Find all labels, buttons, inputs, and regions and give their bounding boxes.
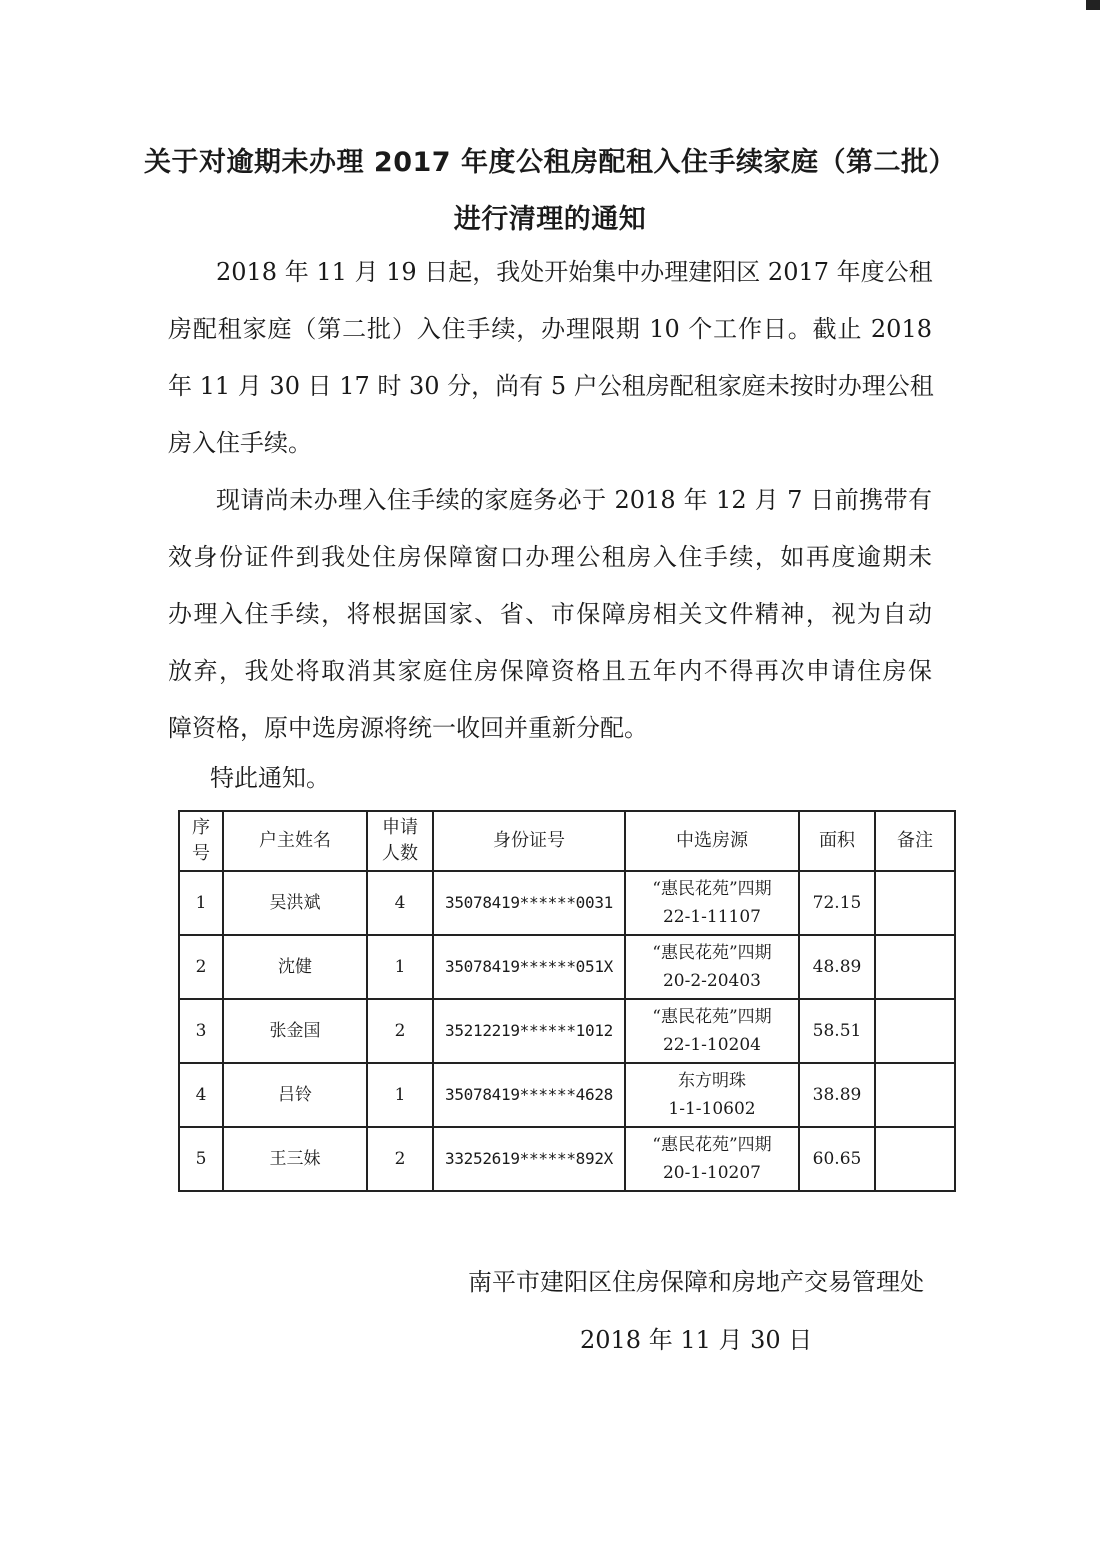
cell-note	[875, 935, 955, 999]
paragraph1-line: 2018 年 11 月 19 日起，我处开始集中办理建阳区 2017 年度公租	[216, 258, 933, 286]
table-row	[179, 999, 955, 1063]
paragraph-start-date	[168, 244, 932, 472]
cell-count: 2	[367, 1127, 433, 1191]
table-row	[179, 1127, 955, 1191]
cell-name: 吕铃	[223, 1063, 367, 1127]
cell-house-line1: “惠民花苑”四期	[652, 1135, 772, 1155]
cell-name: 王三妹	[223, 1127, 367, 1191]
issue-date: 2018 年 11 月 30 日	[580, 1326, 813, 1354]
paragraph1-line: 年 11 月 30 日 17 时 30 分，尚有 5 户公租房配租家庭未按时办理公租	[168, 372, 934, 400]
cell-id: 33252619******892X	[433, 1127, 625, 1191]
header-seq	[179, 811, 223, 871]
cell-area: 58.51	[799, 999, 875, 1063]
cell-count: 2	[367, 999, 433, 1063]
cell-name: 沈健	[223, 935, 367, 999]
cell-id: 35078419******0031	[433, 871, 625, 935]
cell-id: 35212219******1012	[433, 999, 625, 1063]
cell-house-line2: 1-1-10602	[668, 1099, 756, 1119]
cell-seq: 5	[179, 1127, 223, 1191]
document-title-line1: 关于对逾期未办理 2017 年度公租房配租入住手续家庭（第二批）	[144, 147, 956, 178]
cell-house-line1: “惠民花苑”四期	[652, 943, 772, 963]
paragraph-deadline	[168, 472, 932, 757]
header-name: 户主姓名	[223, 811, 367, 871]
cell-seq: 2	[179, 935, 223, 999]
paragraph2-line: 办理入住手续，将根据国家、省、市保障房相关文件精神，视为自动	[168, 600, 932, 628]
cell-house-line2: 20-2-20403	[662, 971, 761, 991]
header-house: 中选房源	[625, 811, 799, 871]
paragraph1-line: 房入住手续。	[168, 429, 312, 457]
header-id: 身份证号	[433, 811, 625, 871]
header-count-line2: 人数	[382, 843, 418, 864]
cell-name: 张金国	[223, 999, 367, 1063]
cell-count: 1	[367, 935, 433, 999]
paragraph2-line: 障资格，原中选房源将统一收回并重新分配。	[168, 714, 648, 742]
cell-area: 60.65	[799, 1127, 875, 1191]
table-row	[179, 871, 955, 935]
header-seq-line2: 号	[192, 843, 210, 864]
cell-house-line1: “惠民花苑”四期	[652, 879, 772, 899]
cell-area: 48.89	[799, 935, 875, 999]
scan-corner-mark	[1086, 0, 1100, 10]
cell-seq: 3	[179, 999, 223, 1063]
cell-house	[625, 1127, 799, 1191]
table-header-row	[179, 811, 955, 871]
closing-text	[168, 750, 932, 807]
paragraph2-line: 效身份证件到我处住房保障窗口办理公租房入住手续，如再度逾期未	[168, 543, 932, 571]
cell-count: 4	[367, 871, 433, 935]
cell-house-line1: 东方明珠	[678, 1071, 746, 1091]
header-area: 面积	[799, 811, 875, 871]
cell-house-line1: “惠民花苑”四期	[652, 1007, 772, 1027]
header-seq-line1: 序	[192, 817, 210, 838]
cell-house	[625, 935, 799, 999]
cell-house-line2: 22-1-10204	[662, 1035, 761, 1055]
cell-house-line2: 22-1-11107	[662, 907, 761, 927]
header-count-line1: 申请	[382, 817, 418, 838]
header-count	[367, 811, 433, 871]
cell-house-line2: 20-1-10207	[662, 1163, 761, 1183]
issuer-signature: 南平市建阳区住房保障和房地产交易管理处	[468, 1268, 924, 1296]
document-title-line2: 进行清理的通知	[453, 204, 647, 235]
cell-name: 吴洪斌	[223, 871, 367, 935]
cell-count: 1	[367, 1063, 433, 1127]
cell-note	[875, 871, 955, 935]
cell-note	[875, 1127, 955, 1191]
cell-id: 35078419******4628	[433, 1063, 625, 1127]
cell-house	[625, 871, 799, 935]
cell-id: 35078419******051X	[433, 935, 625, 999]
cell-note	[875, 999, 955, 1063]
table-row	[179, 935, 955, 999]
household-table	[178, 810, 956, 1192]
cell-note	[875, 1063, 955, 1127]
cell-house	[625, 1063, 799, 1127]
cell-seq: 1	[179, 871, 223, 935]
cell-seq: 4	[179, 1063, 223, 1127]
cell-house	[625, 999, 799, 1063]
paragraph1-line: 房配租家庭（第二批）入住手续，办理限期 10 个工作日。截止 2018	[168, 315, 932, 343]
cell-area: 38.89	[799, 1063, 875, 1127]
header-note: 备注	[875, 811, 955, 871]
paragraph2-line: 现请尚未办理入住手续的家庭务必于 2018 年 12 月 7 日前携带有	[216, 486, 932, 514]
table-row	[179, 1063, 955, 1127]
closing-line: 特此通知。	[210, 764, 330, 792]
cell-area: 72.15	[799, 871, 875, 935]
paragraph2-line: 放弃，我处将取消其家庭住房保障资格且五年内不得再次申请住房保	[168, 657, 932, 685]
